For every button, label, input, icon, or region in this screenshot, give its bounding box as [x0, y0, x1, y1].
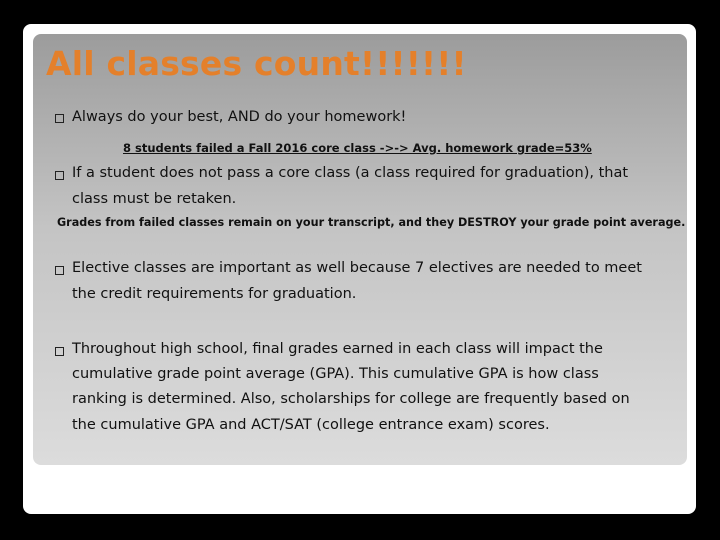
- bullet-2-line-2: class must be retaken.: [72, 191, 237, 207]
- bullet-3-line-2: the credit requirements for graduation.: [72, 286, 357, 302]
- bullet-1-text: Always do your best, AND do your homework!: [72, 109, 407, 125]
- bullet-square-icon: [55, 347, 64, 356]
- bullet-4-line-3: ranking is determined. Also, scholarships for college are frequently based on: [72, 391, 630, 407]
- homework-stat-note: 8 students failed a Fall 2016 core class ->-> Avg. homework grade=53%: [123, 141, 592, 155]
- bullet-4-line-4: the cumulative GPA and ACT/SAT (college entrance exam) scores.: [72, 417, 550, 433]
- bullet-square-icon: [55, 114, 64, 123]
- bullet-3-line-1: Elective classes are important as well because 7 electives are needed to meet: [72, 260, 642, 276]
- slide-title: All classes count!!!!!!!: [46, 44, 467, 83]
- bullet-4-line-2: cumulative grade point average (GPA). This cumulative GPA is how class: [72, 366, 599, 382]
- bullet-square-icon: [55, 266, 64, 275]
- bullet-4-line-1: Throughout high school, final grades earned in each class will impact the: [72, 341, 603, 357]
- bullet-2-line-1: If a student does not pass a core class (a class required for graduation), that: [72, 165, 629, 181]
- failed-classes-note: Grades from failed classes remain on your transcript, and they DESTROY your grade point average.: [57, 216, 686, 229]
- bullet-square-icon: [55, 171, 64, 180]
